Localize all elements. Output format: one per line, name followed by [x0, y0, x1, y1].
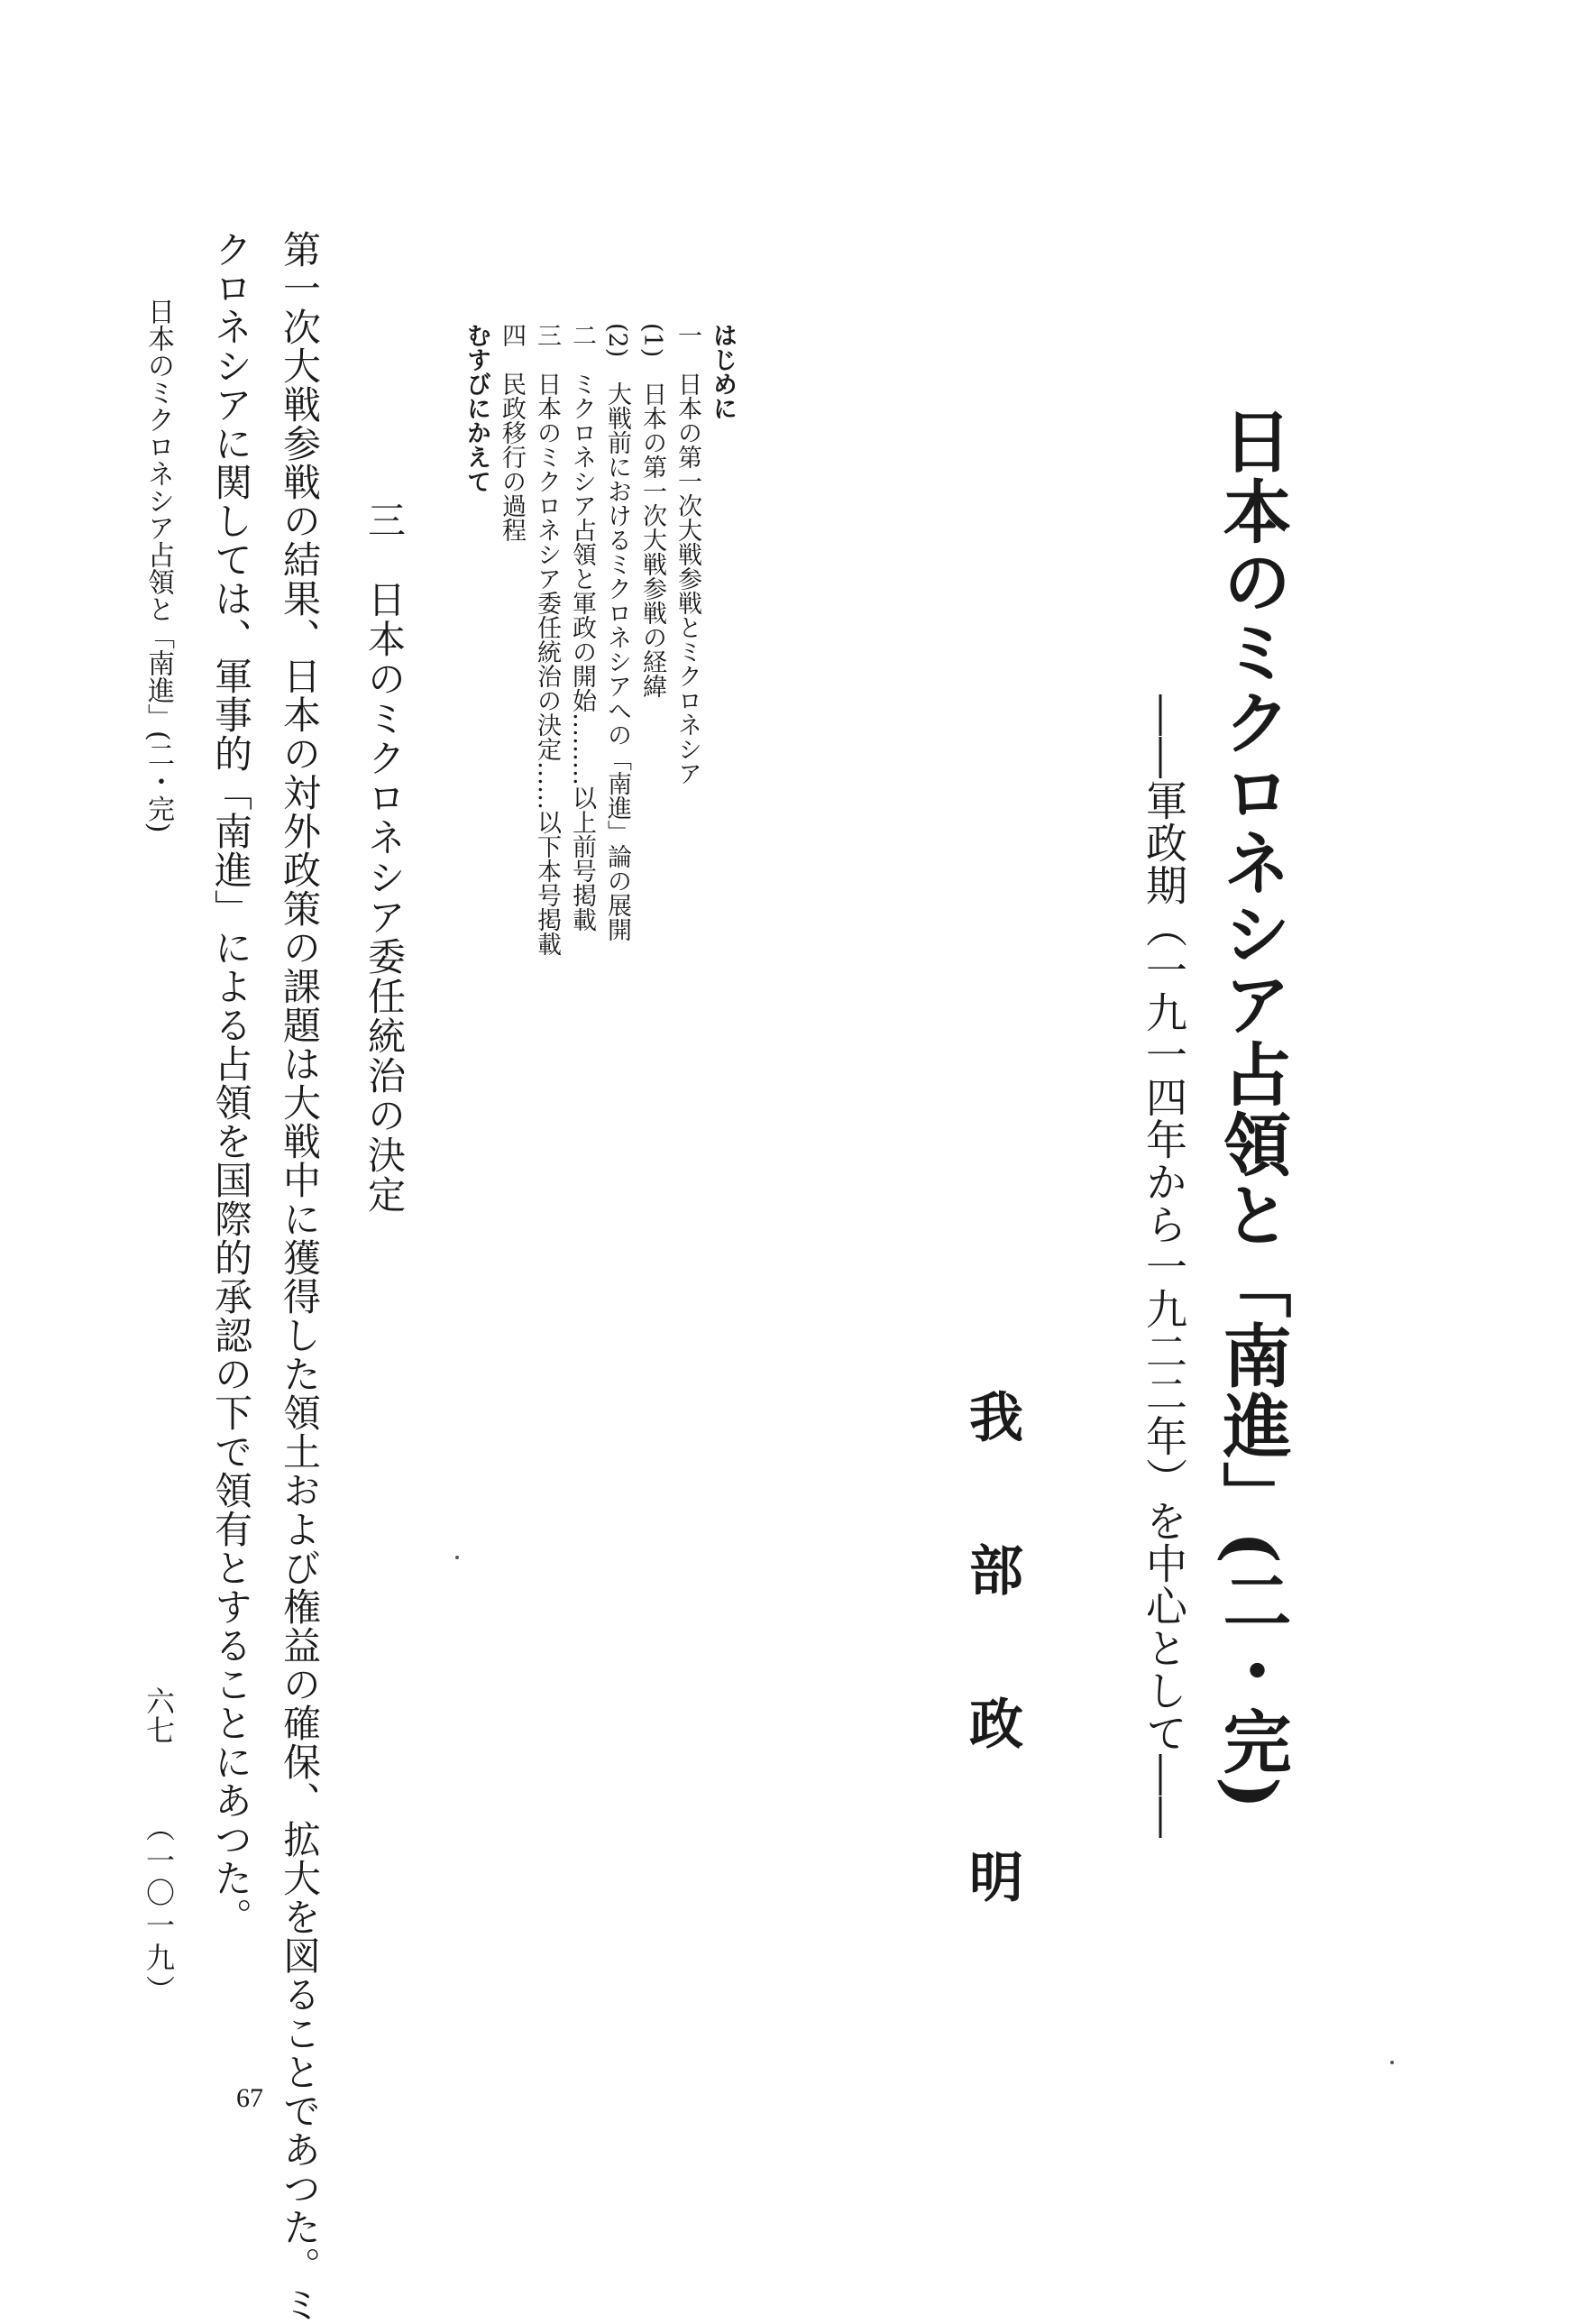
- toc-item: 四 民政移行の過程: [498, 323, 526, 542]
- scan-speck: [1390, 2061, 1394, 2064]
- toc-item: 二 ミクロネシア占領と軍政の開始………以上前号掲載: [568, 323, 596, 932]
- body-paragraph: [209, 230, 322, 2324]
- cumulative-page-number: （一〇一九）: [142, 1813, 176, 2007]
- toc-item: (1) 日本の第一次大戦参戦の経緯: [638, 323, 666, 699]
- table-of-contents: [464, 323, 735, 956]
- article-title: 日本のミクロネシア占領と「南進」(二・完): [1212, 406, 1292, 1811]
- article-subtitle: ――軍政期（一九一四年から一九二二年）を中心として――: [1140, 694, 1188, 1839]
- scan-speck: [455, 1556, 459, 1559]
- toc-item: 三 日本のミクロネシア委任統治の決定……以下本号掲載: [533, 323, 561, 956]
- toc-item: 一 日本の第一次大戦参戦とミクロネシア: [673, 323, 701, 785]
- body-line: クロネシアに関しては、軍事的「南進」による占領を国際的承認の下で領有とすることにあつた。: [209, 230, 253, 1936]
- page-number-kanji: 六七: [142, 1686, 176, 1744]
- page-number: 67: [236, 2083, 263, 2113]
- author-name: 我部政明: [960, 1389, 1023, 2002]
- running-header: 日本のミクロネシア占領と「南進」(二・完): [142, 298, 174, 833]
- toc-item: むすびにかえて: [463, 323, 490, 493]
- section-heading: 三 日本のミクロネシア委任統治の決定: [362, 501, 407, 1215]
- toc-item: はじめに: [709, 323, 737, 420]
- toc-item: (2) 大戦前におけるミクロネシアへの「南進」論の展開: [603, 323, 631, 942]
- body-line: 第一次大戦参戦の結果、日本の対外政策の課題は大戦中に獲得した領土および権益の確保、拡大を図ることであつた。ミ: [278, 230, 322, 2324]
